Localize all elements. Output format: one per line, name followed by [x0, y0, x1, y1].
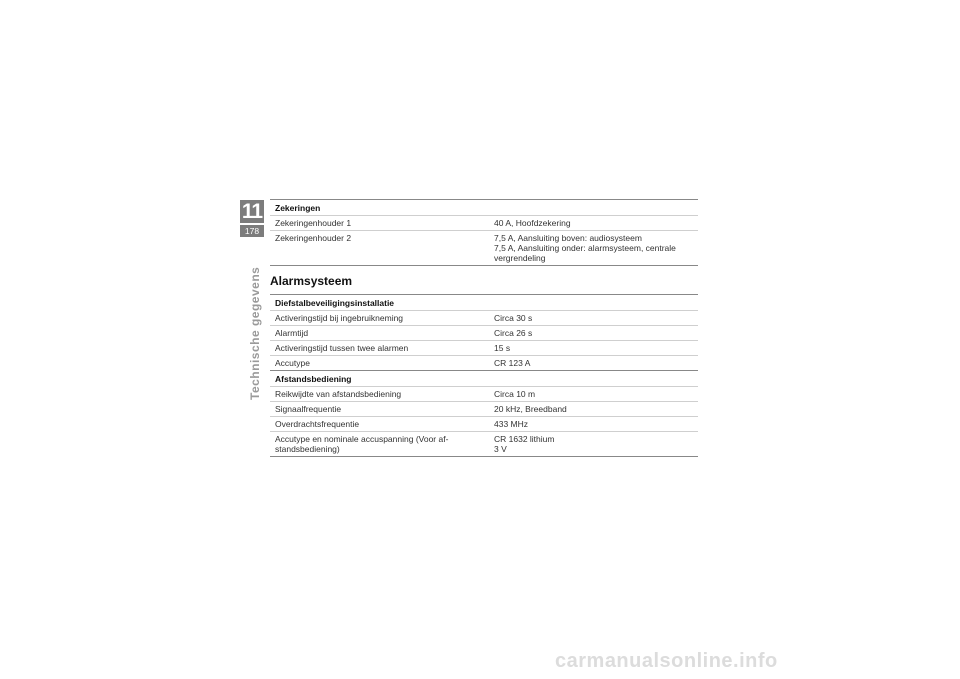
installation-header: Diefstalbeveiligingsinstallatie — [270, 295, 698, 311]
chapter-number: 11 — [241, 200, 263, 223]
chapter-badge — [240, 200, 264, 237]
table-row — [270, 432, 698, 457]
watermark: carmanualsonline.info — [555, 650, 778, 672]
row-value: 20 kHz, Breedband — [489, 402, 698, 417]
row-label: Activeringstijd bij ingebruikneming — [270, 311, 489, 326]
row-value: 433 MHz — [489, 417, 698, 432]
row-value: Circa 10 m — [489, 387, 698, 402]
row-label: Zekeringenhouder 1 — [270, 216, 489, 231]
chapter-title: Technische gegevens — [248, 266, 262, 400]
table-row — [270, 356, 698, 371]
table-row — [270, 216, 698, 231]
row-value — [489, 432, 698, 457]
value-line: CR 1632 lithium — [494, 434, 555, 444]
table-row — [270, 231, 698, 266]
row-value: 15 s — [489, 341, 698, 356]
table-row — [270, 417, 698, 432]
table-row — [270, 326, 698, 341]
row-label: Accutype — [270, 356, 489, 371]
row-label: Reikwijdte van afstandsbediening — [270, 387, 489, 402]
page-number: 178 — [240, 225, 264, 237]
alarm-table — [270, 294, 698, 457]
row-label: Zekeringenhouder 2 — [270, 231, 489, 266]
value-line: vergrendeling — [494, 253, 546, 263]
fuses-table — [270, 199, 698, 266]
row-value: Circa 26 s — [489, 326, 698, 341]
value-line: 7,5 A, Aansluiting boven: audiosysteem — [494, 233, 642, 243]
label-line: standsbediening) — [275, 444, 340, 454]
row-label: Alarmtijd — [270, 326, 489, 341]
remote-header: Afstandsbediening — [270, 371, 698, 387]
label-line: Accutype en nominale accuspanning (Voor af- — [275, 434, 449, 444]
row-label: Overdrachtsfrequentie — [270, 417, 489, 432]
section-heading: Alarmsysteem — [270, 274, 353, 288]
table-row — [270, 341, 698, 356]
row-value — [489, 231, 698, 266]
row-value: CR 123 A — [489, 356, 698, 371]
value-line: 7,5 A, Aansluiting onder: alarmsysteem, centrale — [494, 243, 676, 253]
row-label: Signaalfrequentie — [270, 402, 489, 417]
row-label — [270, 432, 489, 457]
row-label: Activeringstijd tussen twee alarmen — [270, 341, 489, 356]
fuses-section — [270, 199, 698, 457]
row-value: 40 A, Hoofdzekering — [489, 216, 698, 231]
row-value: Circa 30 s — [489, 311, 698, 326]
table-row — [270, 387, 698, 402]
table-row — [270, 311, 698, 326]
fuses-header: Zekeringen — [270, 200, 698, 216]
value-line: 3 V — [494, 444, 507, 454]
table-row — [270, 402, 698, 417]
